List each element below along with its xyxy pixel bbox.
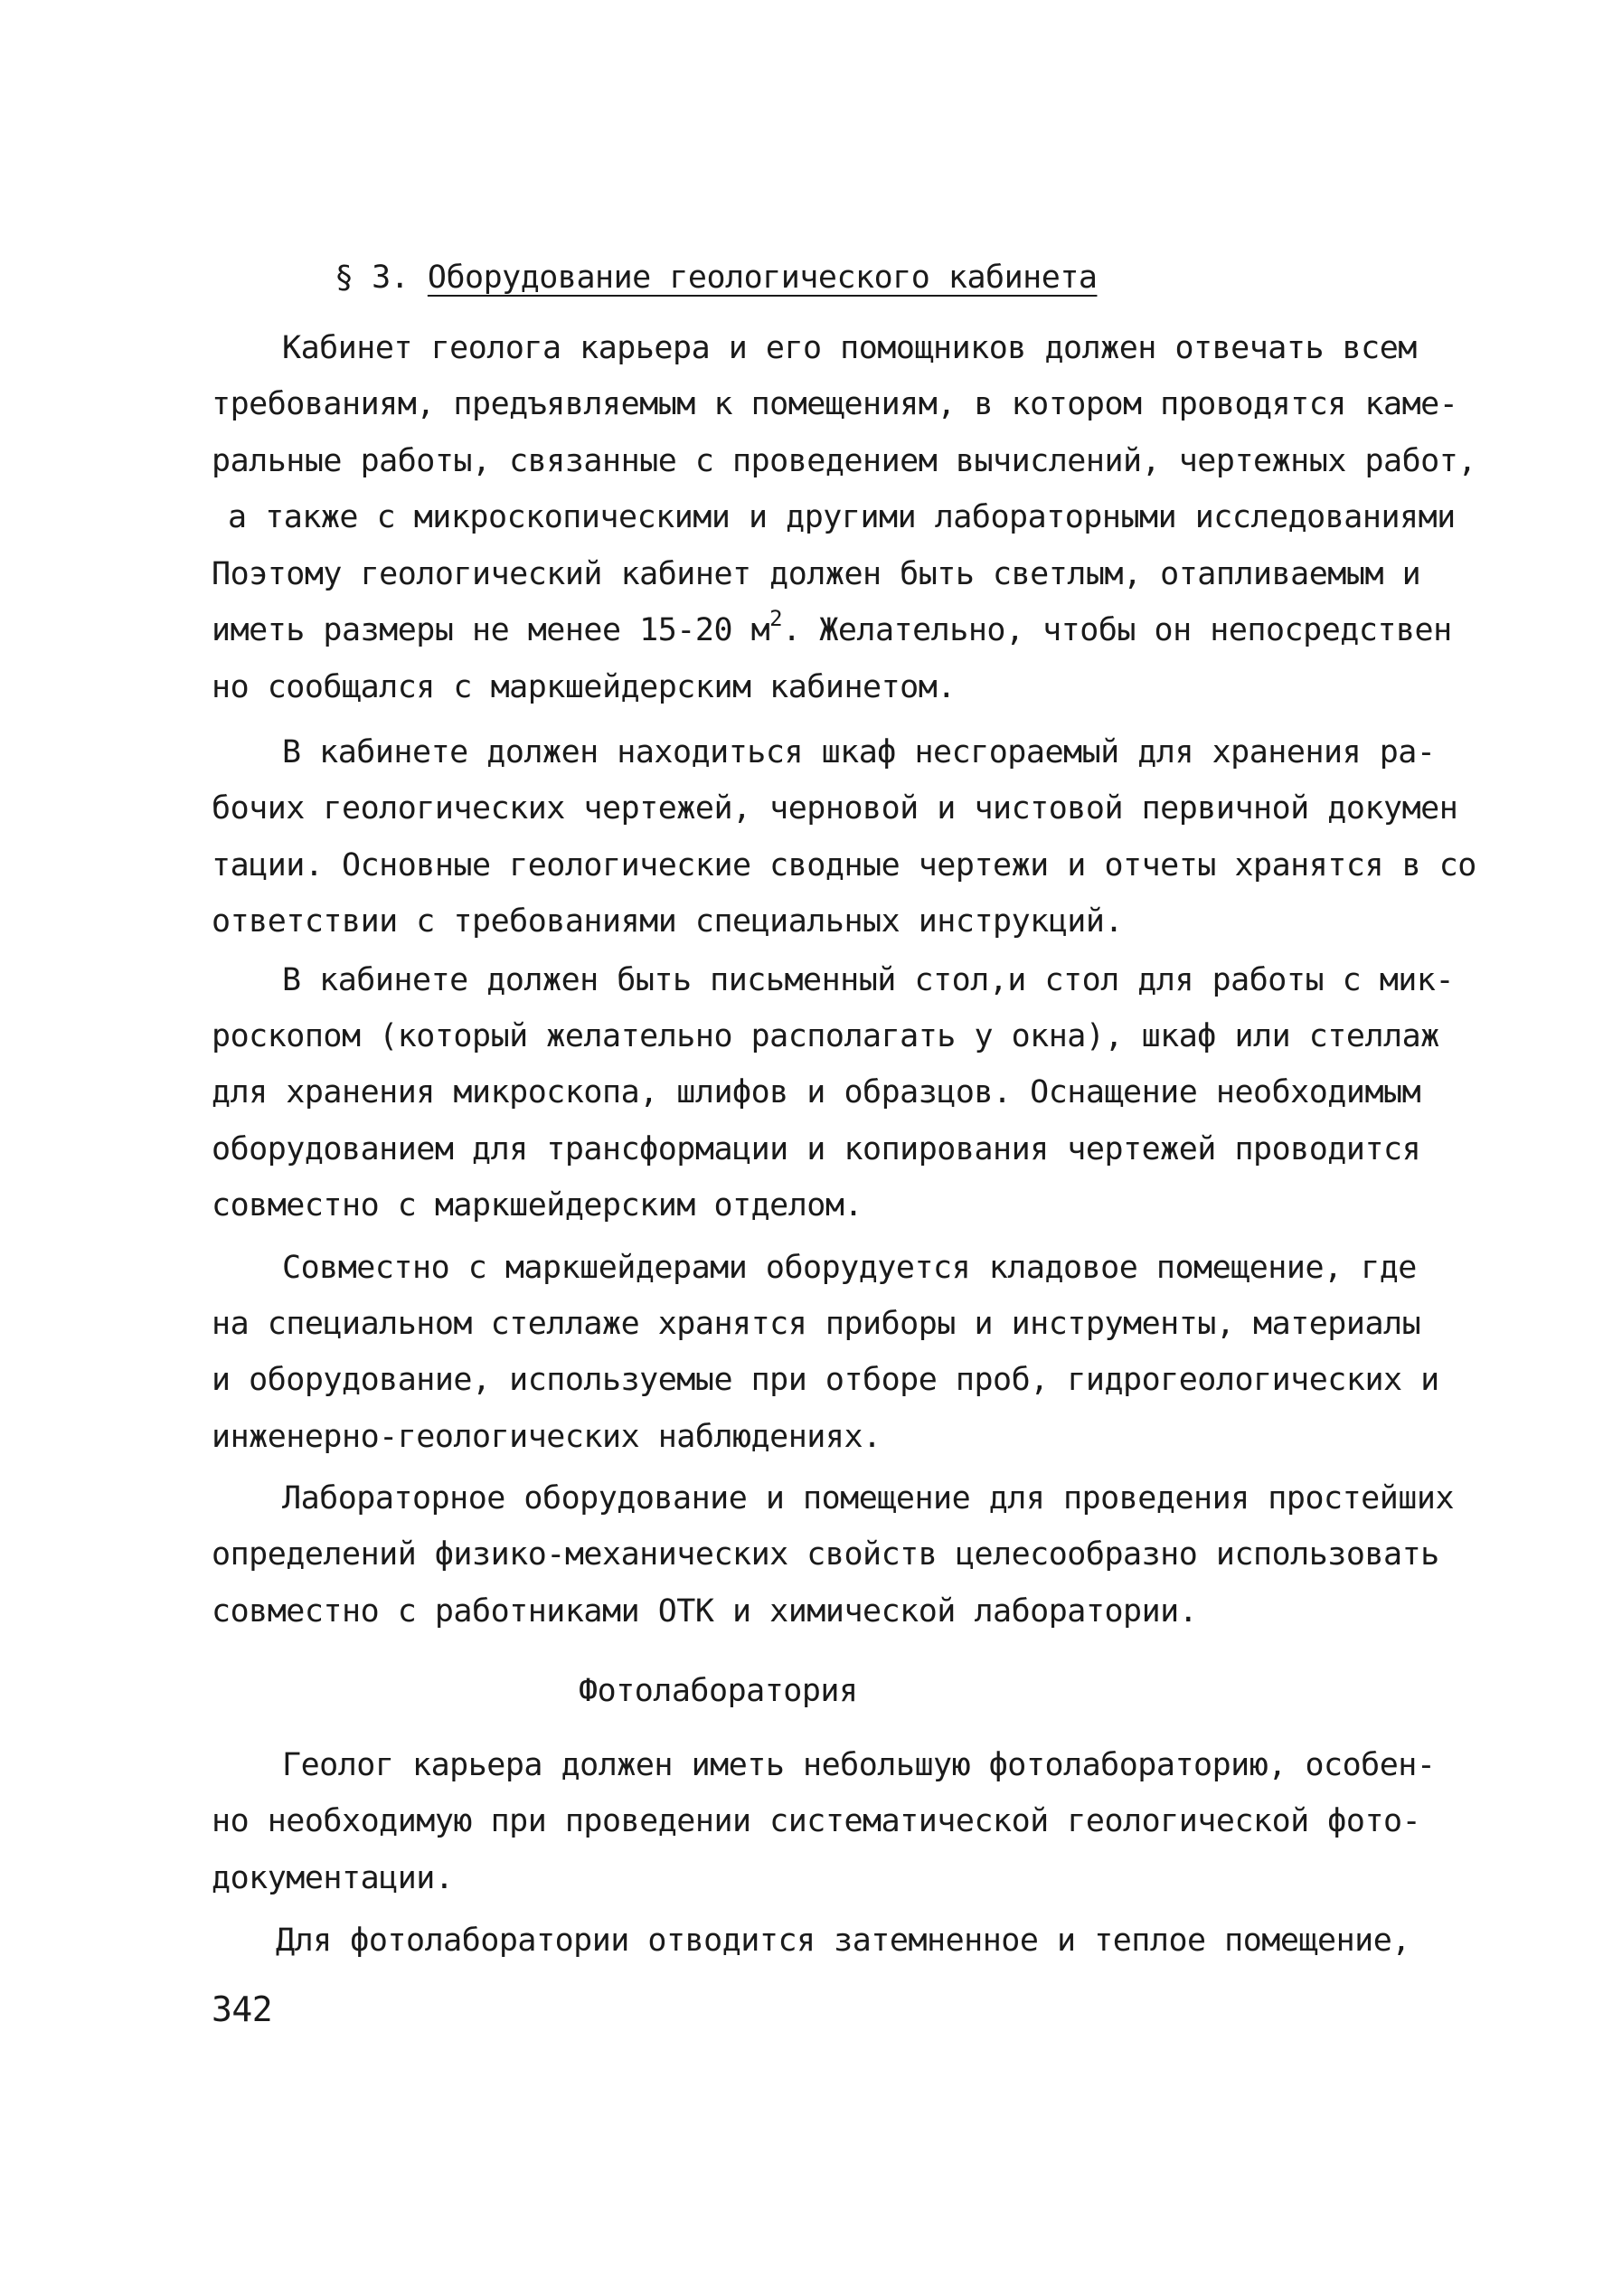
section-heading <box>335 255 1097 300</box>
paragraph-line: Геолог карьера должен иметь небольшую фотолабораторию, особен- <box>282 1747 1436 1783</box>
paragraph-line: требованиям, предъявляемым к помещениям, в котором проводятся каме- <box>212 386 1458 422</box>
paragraph-line: Кабинет геолога карьера и его помощников должен отвечать всем <box>282 330 1417 366</box>
page-number: 342 <box>212 1989 273 2029</box>
paragraph-line: на специальном стеллаже хранятся приборы и инструменты, материалы <box>212 1306 1421 1342</box>
paragraph-line: ответствии с требованиями специальных инструкций. <box>212 903 1124 940</box>
paragraph-line: и оборудование, используемые при отборе проб, гидрогеологических и <box>212 1362 1439 1398</box>
paragraph-line: а также с микроскопическими и другими лабораторными исследованиями <box>228 499 1456 535</box>
paragraph-line: роскопом (который желательно располагать у окна), шкаф или стеллаж <box>212 1018 1439 1054</box>
paragraph-line: В кабинете должен находиться шкаф несгораемый для хранения ра- <box>282 734 1436 770</box>
paragraph-line: совместно с работниками ОТК и химической лаборатории. <box>212 1593 1198 1630</box>
paragraph-line: но необходимую при проведении систематической геологической фото- <box>212 1803 1421 1839</box>
paragraph-line: Поэтому геологический кабинет должен быть светлым, отапливаемым и <box>212 556 1421 592</box>
paragraph-line: для хранения микроскопа, шлифов и образцов. Оснащение необходимым <box>212 1074 1421 1110</box>
paragraph-line: ральные работы, связанные с проведением вычислений, чертежных работ, <box>212 443 1476 479</box>
section-title: Оборудование геологического кабинета <box>427 260 1098 296</box>
area-text: иметь размеры не менее 15-20 м <box>212 612 770 648</box>
paragraph-line: В кабинете должен быть письменный стол,и стол для работы с мик- <box>282 962 1455 998</box>
paragraph-line: Для фотолаборатории отводится затемненное и теплое помещение, <box>276 1923 1410 1959</box>
paragraph-line: Лабораторное оборудование и помещение для проведения простейших <box>282 1480 1455 1516</box>
paragraph-line: Совместно с маркшейдерами оборудуется кладовое помещение, где <box>282 1250 1417 1286</box>
paragraph-line: инженерно-геологических наблюдениях. <box>212 1419 882 1455</box>
paragraph-line: тации. Основные геологические сводные чертежи и отчеты хранятся в со <box>212 847 1476 883</box>
paragraph-line-with-superscript <box>212 606 1452 650</box>
paragraph-line: бочих геологических чертежей, черновой и чистовой первичной докумен <box>212 790 1458 827</box>
paragraph-line: определений физико-механических свойств целесообразно использовать <box>212 1536 1439 1573</box>
paragraph-line: совместно с маркшейдерским отделом. <box>212 1187 863 1224</box>
paragraph-line: оборудованием для трансформации и копирования чертежей проводится <box>212 1131 1421 1167</box>
area-superscript: 2 <box>769 606 783 631</box>
paragraph-line: но сообщался с маркшейдерским кабинетом. <box>212 669 956 705</box>
section-number: § 3. <box>335 260 410 296</box>
paragraph-line: документации. <box>212 1860 454 1896</box>
subsection-heading: Фотолаборатория <box>579 1673 858 1709</box>
area-line-tail: . Желательно, чтобы он непосредствен <box>782 612 1452 648</box>
